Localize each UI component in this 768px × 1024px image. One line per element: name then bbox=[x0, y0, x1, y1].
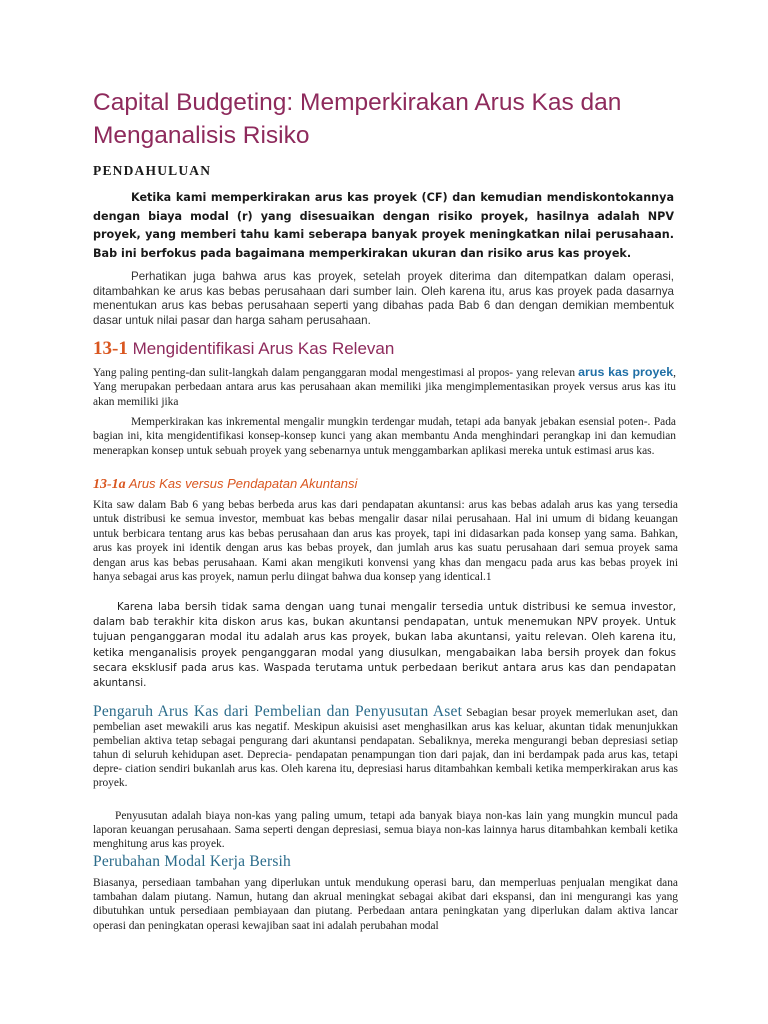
section-13-1-paragraph-2: Memperkirakan kas inkremental mengalir mungkin terdengar mudah, tetapi ada banyak jebakan esensial poten-. Pada bagian ini, kita mengidentifikasi konsep-konsep kunci yang akan membantu Anda menghindari perangkap ini dan kemudian menerapkan konsep untuk sebuah proyek yang sebenarnya untuk menggambarkan aplikasi mereka untuk estimasi arus kas. bbox=[93, 416, 676, 457]
intro-heading: PENDAHULUAN bbox=[93, 163, 212, 178]
section-13-1a-title: Arus Kas versus Pendapatan Akuntansi bbox=[128, 476, 358, 491]
section-13-1-heading bbox=[93, 338, 394, 360]
document-title: Capital Budgeting: Memperkirakan Arus Kas dan Menganalisis Risiko bbox=[93, 89, 622, 149]
section-13-1a-number: 13-1a bbox=[93, 477, 126, 492]
asset-purchase-paragraph-2: Penyusutan adalah biaya non-kas yang paling umum, tetapi ada banyak biaya non-kas lain yang mungkin muncul pada laporan keuangan perusahaan. Sama seperti dengan depresiasi, semua biaya non-kas lainnya harus ditambahkan kembali ketika menghitung arus kas proyek. bbox=[93, 810, 678, 851]
asset-purchase-paragraph-1 bbox=[93, 705, 678, 791]
paragraph-text: , Yang merupakan perbedaan antara arus kas perusahaan akan memiliki jika mengimplementasikan proyek versus arus kas itu akan memiliki jika bbox=[93, 367, 676, 408]
section-13-1a-paragraph-2: Karena laba bersih tidak sama dengan uang tunai mengalir tersedia untuk distribusi ke semua investor, dalam bab terakhir kita diskon arus kas, bukan akuntansi pendapatan, untuk menemukan NPV proyek. Untuk tujuan penganggaran modal itu adalah arus kas proyek, bukan laba akuntansi, yaitu relevan. Oleh karena itu, ketika menganalisis proyek penganggaran modal yang diusulkan, mengabaikan laba bersih proyek dan fokus secara eksklusif pada arus kas. Waspada terutama untuk perbedaan berikut antara arus kas dan pendapatan akuntansi. bbox=[93, 601, 676, 690]
working-capital-paragraph-1: Biasanya, persediaan tambahan yang diperlukan untuk mendukung operasi baru, dan memperluas penjualan mengikat dana tambahan dalam piutang. Namun, hutang dan akrual meningkat sebagai akibat dari ekspansi, dan ini mengurangi kas yang dibutuhkan untuk persediaan pembiayaan dan piutang. Perbedaan antara peningkatan yang diperlukan dalam aktiva lancar operasi dan peningkatan operasi kewajiban saat ini adalah perubahan modal bbox=[93, 877, 678, 932]
key-term-project-cash-flow: arus kas proyek bbox=[578, 365, 674, 379]
section-13-1-number: 13-1 bbox=[93, 338, 128, 359]
section-13-1a-paragraph-1: Kita saw dalam Bab 6 yang bebas berbeda arus kas dari pendapatan akuntansi: arus kas bebas adalah arus kas yang tersedia untuk distribusi ke semua investor, membuat kas bebas mengalir dasar nilai perusahaan. Hal ini umum di bidang keuangan untuk berbicara tentang arus kas bebas perusahaan dan arus kas proyek, tapi ini didasarkan pada konsep yang sama. Bahkan, arus kas proyek ini identik dengan arus kas bebas proyek, dan jumlah arus kas suatu perusahaan dari semua proyek sama dengan arus kas bebas perusahaan. Kami akan mengikuti konvensi yang khas dan mengacu pada arus kas bebas proyek ini hanya sebagai arus kas proyek, namun perlu diingat bahwa dua konsep yang identical.1 bbox=[93, 499, 678, 584]
intro-paragraph-2: Perhatikan juga bahwa arus kas proyek, setelah proyek diterima dan ditempatkan dalam operasi, ditambahkan ke arus kas bebas perusahaan dari sumber lain. Oleh karena itu, arus kas proyek pada dasarnya menentukan arus kas bebas perusahaan seperti yang dibahas pada Bab 6 dan dengan demikian membentuk dasar untuk nilai pasar dan harga saham perusahaan. bbox=[93, 270, 674, 327]
working-capital-heading: Perubahan Modal Kerja Bersih bbox=[93, 853, 292, 870]
paragraph-text: Yang paling penting-dan sulit-langkah dalam penganggaran modal mengestimasi al propos- yang relevan bbox=[93, 367, 579, 379]
section-13-1-paragraph-1 bbox=[93, 365, 676, 409]
asset-purchase-heading: Pengaruh Arus Kas dari Pembelian dan Penyusutan Aset bbox=[93, 703, 463, 720]
section-13-1a-heading bbox=[93, 476, 357, 493]
paragraph-text: Sebagian besar proyek memerlukan aset, dan pembelian aset mewakili arus kas negatif. Meskipun akuisisi aset menghasilkan arus kas keluar, akuntan tidak menunjukkan pembelian aktiva tetap sebagai pengurang dari akuntansi pendapatan. Sebaliknya, mereka mengurangi beban depresiasi setiap tahun di seluruh kehidupan aset. Deprecia- pendapatan penampungan tion dari pajak, dan ini berdampak pada arus kas, tetapi depre- ciation sendiri bukanlah arus kas. Oleh karena itu, depresiasi harus ditambahkan kembali ketika memperkirakan arus kas proyek. bbox=[93, 707, 678, 790]
intro-paragraph-1: Ketika kami memperkirakan arus kas proyek (CF) dan kemudian mendiskontokannya dengan biaya modal (r) yang disesuaikan dengan risiko proyek, hasilnya adalah NPV proyek, yang memberi tahu kami seberapa banyak proyek meningkatkan nilai perusahaan. Bab ini berfokus pada bagaimana memperkirakan ukuran dan risiko arus kas proyek. bbox=[93, 191, 674, 260]
section-13-1-title: Mengidentifikasi Arus Kas Relevan bbox=[132, 339, 395, 358]
